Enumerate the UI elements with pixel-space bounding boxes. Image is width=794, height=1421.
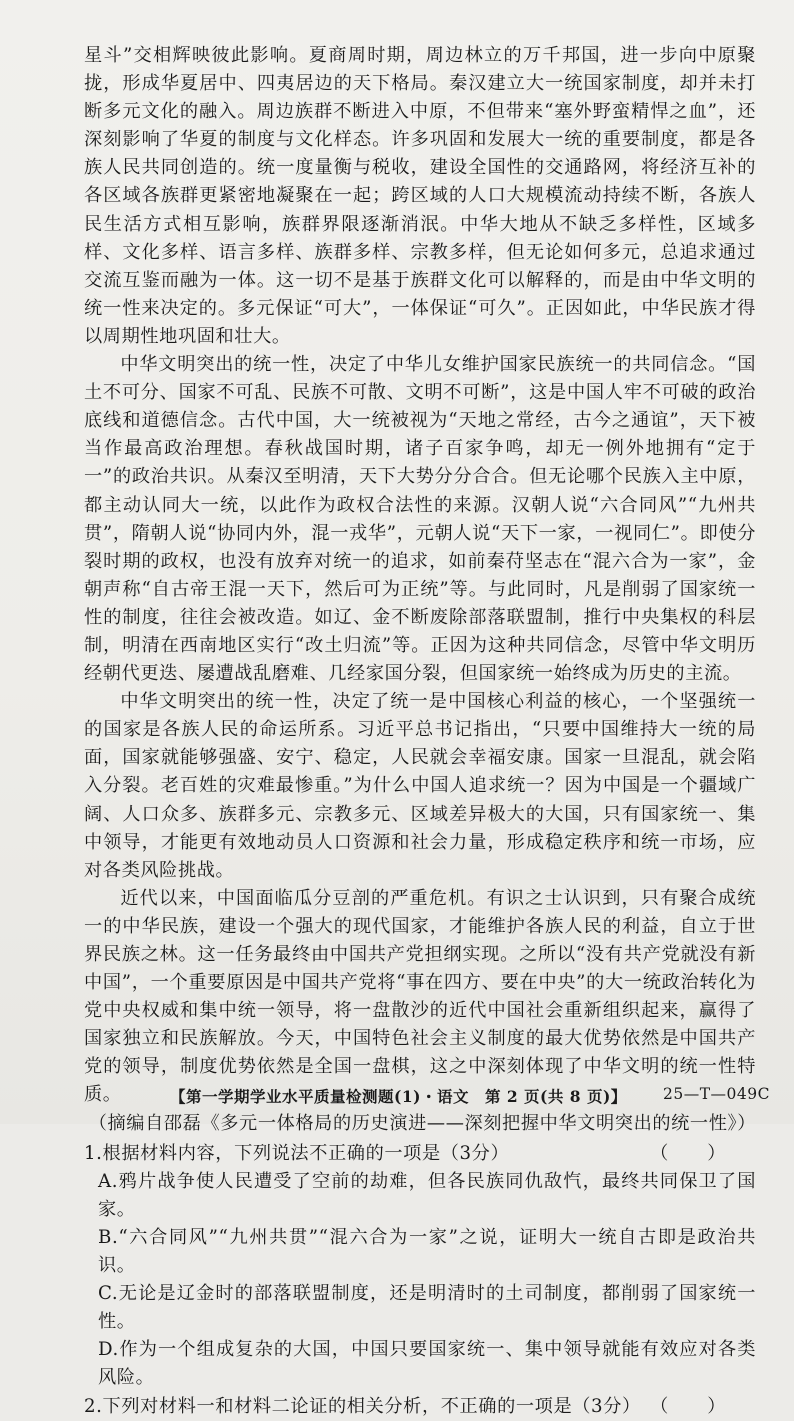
question-2-answer-bracket: （ ） [650, 1395, 726, 1417]
question-1-answer-bracket: （ ） [650, 1142, 726, 1164]
footer-page-info: 【第一学期学业水平质量检测题(1)・语文 第 2 页(共 8 页)】 [170, 1087, 627, 1106]
paragraph-3: 中华文明突出的统一性，决定了统一是中国核心利益的核心，一个坚强统一的国家是各族人民的命运所系。习近平总书记指出，“只要中国维持大一统的局面，国家就能够强盛、安宁、稳定，人民就会幸福安康。国家一旦混乱，就会陷入分裂。老百姓的灾难最惨重。”为什么中国人追求统一？因为中国是一个疆域广阔、人口众多、族群多元、宗教多元、区域差异极大的大国，只有国家统一、集中领导，才能更有效地动员人口资源和社会力量，形成稳定秩序和统一市场，应对各类风险挑战。 [84, 691, 756, 881]
paragraph-4: 近代以来，中国面临瓜分豆剖的严重危机。有识之士认识到，只有聚合成统一的中华民族，建设一个强大的现代国家，才能维护各族人民的利益，自立于世界民族之林。这一任务最终由中国共产党担纲实现。之所以“没有共产党就没有新中国”，一个重要原因是中国共产党将“事在四方、要在中央”的大一统政治转化为党中央权威和集中统一领导，将一盘散沙的近代中国社会重新组织起来，赢得了国家独立和民族解放。今天，中国特色社会主义制度的最大优势依然是中国共产党的领导，制度优势依然是全国一盘棋，这之中深刻体现了中华文明的统一性特质。 [84, 887, 756, 1106]
body-text [84, 42, 756, 1421]
question-1-option-b: B.“六合同风”“九州共贯”“混六合为一家”之说，证明大一统自古即是政治共识。 [98, 1226, 756, 1277]
page-footer [170, 1085, 770, 1107]
footer-code: 25—T—049C [662, 1085, 770, 1103]
question-2-stem: 2.下列对材料一和材料二论证的相关分析，不正确的一项是（3分） [84, 1395, 641, 1417]
question-2 [84, 1393, 756, 1421]
paragraph-2: 中华文明突出的统一性，决定了中华儿女维护国家民族统一的共同信念。“国土不可分、国家不可乱、民族不可散、文明不可断”，这是中国人牢不可破的政治底线和道德信念。古代中国，大一统被视为“天地之常经，古今之通谊”，天下被当作最高政治理想。春秋战国时期，诸子百家争鸣，却无一例外地拥有“定于一”的政治共识。从秦汉至明清，天下大势分分合合。但无论哪个民族入主中原，都主动认同大一统，以此作为政权合法性的来源。汉朝人说“六合同风”“九州共贯”，隋朝人说“协同内外，混一戎华”，元朝人说“天下一家，一视同仁”。即使分裂时期的政权，也没有放弃对统一的追求，如前秦苻坚志在“混六合为一家”，金朝声称“自古帝王混一天下，然后可为正统”等。与此同时，凡是削弱了国家统一性的制度，往往会被改造。如辽、金不断废除部落联盟制，推行中央集权的科层制，明清在西南地区实行“改土归流”等。正因为这种共同信念，尽管中华文明历经朝代更迭、屡遭战乱磨难、几经家国分裂，但国家统一始终成为历史的主流。 [84, 354, 756, 685]
question-1-option-c: C.无论是辽金时的部落联盟制度，还是明清时的土司制度，都削弱了国家统一性。 [98, 1283, 756, 1333]
paragraph-1: 星斗”交相辉映彼此影响。夏商周时期，周边林立的万千邦国，进一步向中原聚拢，形成华夏居中、四夷居边的天下格局。秦汉建立大一统国家制度，却并未打断多元文化的融入。周边族群不断进入中原，不但带来“塞外野蛮精悍之血”，还深刻影响了华夏的制度与文化样态。许多巩固和发展大一统的重要制度，都是各族人民共同创造的。统一度量衡与税收，建设全国性的交通路网，将经济互补的各区域各族群更紧密地凝聚在一起；跨区域的人口大规模流动持续不断，各族人民生活方式相互影响，族群界限逐渐消泯。中华大地从不缺乏多样性，区域多样、文化多样、语言多样、族群多样、宗教多样，但无论如何多元，总追求通过交流互鉴而融为一体。这一切不是基于族群文化可以解释的，而是由中华文明的统一性来决定的。多元保证“可大”，一体保证“可久”。正因如此，中华民族才得以周期性地巩固和壮大。 [84, 45, 756, 347]
question-1-stem: 1.根据材料内容，下列说法不正确的一项是（3分） [84, 1142, 510, 1164]
question-1-option-a: A.鸦片战争使人民遭受了空前的劫难，但各民族同仇敌忾，最终共同保卫了国家。 [98, 1170, 756, 1220]
question-1 [84, 1140, 756, 1168]
source-citation: （摘编自邵磊《多元一体格局的历史演进——深刻把握中华文明突出的统一性》） [88, 1112, 756, 1134]
question-1-option-d: D.作为一个组成复杂的大国，中国只要国家统一、集中领导就能有效应对各类风险。 [98, 1339, 756, 1389]
